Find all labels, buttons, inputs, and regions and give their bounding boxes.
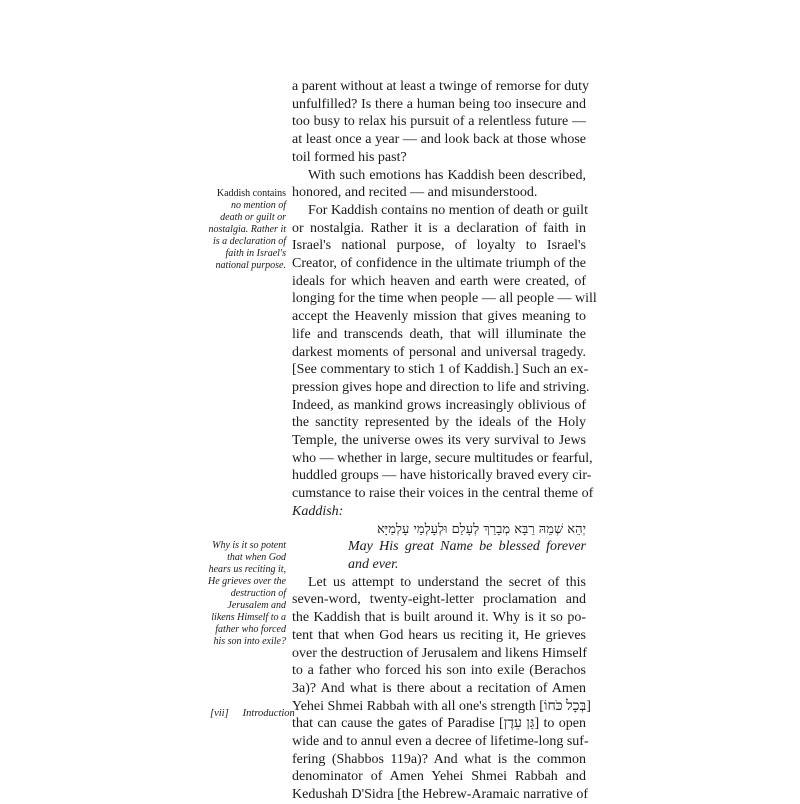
text-line: cumstance to raise their voices in the central theme of: [292, 486, 594, 502]
text-line: [See commentary to stich 1 of Kaddish.] Such an ex-: [292, 362, 589, 378]
text-line: tent that when God hears us reciting it, He grieves: [292, 627, 586, 643]
text-line: the Kaddish that is built around it. Why is it so po-: [292, 610, 586, 626]
text-line: a parent without at least a twinge of remorse for duty: [292, 79, 590, 94]
margin-note-line: is a declaration of: [212, 236, 286, 247]
margin-note-line: Why is it so potent: [212, 540, 286, 551]
text-line: wide and to annul even a decree of lifetime-long suf-: [292, 734, 589, 750]
text-line: the sanctity represented by the ideals of the Holy: [292, 415, 586, 431]
paragraph-2: [292, 167, 586, 202]
margin-note-line: likens Himself to a: [211, 612, 286, 623]
text-line: at least once a year — and look back at those whose: [292, 132, 586, 148]
text-line: seven-word, twenty-eight-letter proclamation and: [292, 592, 586, 608]
text-line: Indeed, as mankind grows increasingly oblivious of: [292, 397, 586, 413]
page-footer: [210, 708, 295, 719]
section-title: Introduction: [242, 708, 295, 719]
text-line: ideals for which heaven and earth were created, of: [292, 273, 586, 289]
text-line: huddled groups — have historically braved every cir-: [292, 468, 592, 484]
text-line: toil formed his past?: [292, 149, 407, 165]
text-line: unfulfilled? Is there a human being too insecure and: [292, 96, 586, 112]
paragraph-1: [292, 78, 590, 167]
margin-note-line: Kaddish contains: [216, 188, 286, 199]
margin-note-line: He grieves over the: [207, 576, 286, 587]
margin-note-line: Jerusalem and: [227, 600, 286, 611]
text-line: life and transcends death, that will illuminate the: [292, 326, 586, 342]
hebrew-quote: יְהֵא שְׁמֵהּ רַבָּא מְבָרַךְ לְעָלַם וּלְעָלְמֵי עָלְמַיָּא: [376, 521, 586, 537]
quote-translation: [348, 538, 586, 573]
text-line: May His great Name be blessed forever: [348, 539, 586, 555]
text-line: to a father who forced his son into exile (Berachos: [292, 663, 586, 679]
text-line: denominator of Amen Yehei Shmei Rabbah and: [292, 769, 586, 785]
text-line: Kaddish:: [292, 503, 344, 519]
margin-note-why-potent: [196, 540, 286, 648]
text-line: accept the Heavenly mission that gives meaning to: [292, 309, 586, 325]
margin-note-line: hears us reciting it,: [208, 564, 286, 575]
margin-note-line: faith in Israel's: [225, 248, 286, 259]
paragraph-3: [292, 202, 597, 521]
text-line: or nostalgia. Rather it is a declaration of faith in: [292, 220, 586, 236]
text-line: too busy to relax his pursuit of a relentless future —: [292, 114, 586, 130]
margin-note-line: death or guilt or: [220, 212, 286, 223]
margin-note-line: destruction of: [230, 588, 286, 599]
text-line: With such emotions has Kaddish been described,: [308, 167, 586, 183]
text-line: that can cause the gates of Paradise [גַּן עֵדֶן] to open: [292, 716, 586, 732]
text-line: Creator, of confidence in the ultimate triumph of the: [292, 256, 586, 272]
margin-note-kaddish-purpose: [196, 188, 286, 272]
text-line: 3a)? And what is there about a recitation of Amen: [292, 680, 586, 696]
kaddish-quote: [348, 521, 586, 574]
text-line: longing for the time when people — all people — will: [292, 291, 597, 307]
text-line: pression gives hope and direction to life and striving.: [292, 379, 590, 395]
page-number: [vii]: [210, 708, 229, 719]
main-text-column: [292, 78, 597, 804]
paragraph-4: [292, 574, 591, 804]
text-line: Yehei Shmei Rabbah with all one's strength [בְּכָל כֹּחוֹ]: [292, 698, 591, 714]
text-line: Kedushah D'Sidra [the Hebrew-Aramaic narrative of: [292, 787, 589, 803]
text-line: For Kaddish contains no mention of death or guilt: [308, 202, 588, 218]
text-line: over the destruction of Jerusalem and likens Himself: [292, 645, 588, 661]
margin-note-line: national purpose.: [215, 260, 286, 271]
text-line: Let us attempt to understand the secret of this: [308, 574, 586, 590]
text-line: fering (Shabbos 119a)? And what is the common: [292, 751, 586, 767]
margin-note-line: nostalgia. Rather it: [208, 224, 286, 235]
text-line: and ever.: [348, 556, 399, 572]
text-line: Israel's national purpose, of loyalty to Israel's: [292, 238, 586, 254]
margin-note-line: that when God: [227, 552, 286, 563]
text-line: darkest moments of personal and universal tragedy.: [292, 344, 586, 360]
margin-note-line: father who forced: [215, 624, 286, 635]
text-line: honored, and recited — and misunderstood.: [292, 185, 538, 201]
text-line: who — whether in large, secure multitudes or fearful,: [292, 450, 593, 466]
margin-note-line: his son into exile?: [213, 636, 286, 647]
margin-note-line: no mention of: [231, 200, 286, 211]
text-line: Temple, the universe owes its very survival to Jews: [292, 433, 586, 449]
